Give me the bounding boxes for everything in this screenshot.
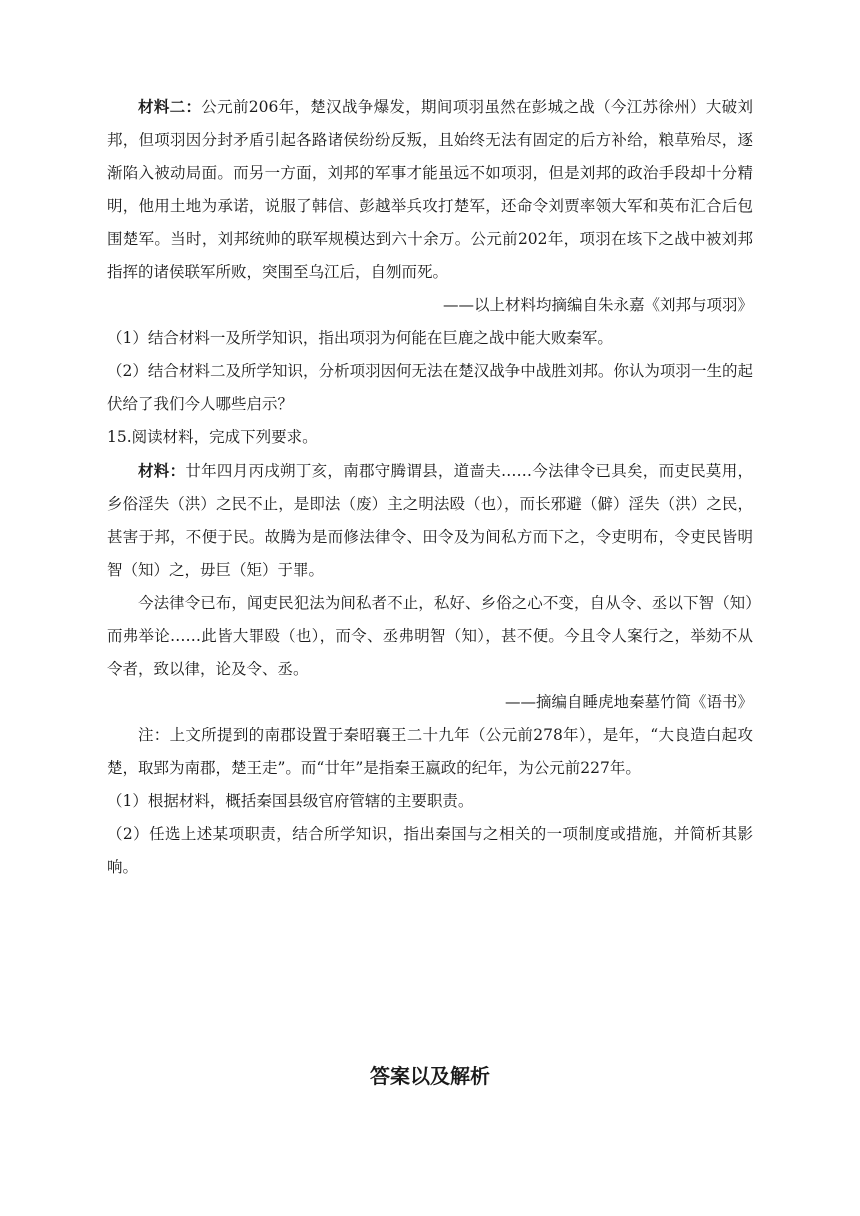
question-14-2: （2）结合材料二及所学知识，分析项羽因何无法在楚汉战争中战胜刘邦。你认为项羽一生的起伏给了我们今人哪些启示？ [107,362,753,413]
material-paragraph-1 [107,454,753,587]
answer-heading: 答案以及解析 [370,1064,490,1088]
note-paragraph: 注：上文所提到的南郡设置于秦昭襄王二十九年（公元前278年），是年，“大良造白起攻楚，取郢为南郡，楚王走”。而“廿年”是指秦王嬴政的纪年，为公元前227年。 [107,726,753,777]
material-2-paragraph [107,90,753,289]
material-label: 材料： [138,461,186,480]
question-15-1: （1）根据材料，概括秦国县级官府管辖的主要职责。 [107,792,474,810]
material-text-1: 廿年四月丙戌朔丁亥，南郡守腾谓县，道啬夫……今法律令已具矣，而吏民莫用，乡俗淫失（洪）之民不止，是即法（废）主之明法殴（也），而长邪避（僻）淫失（洪）之民，甚害于邦，不便于民。故腾为是而修法律令、田令及为间私方而下之，令吏明布，令吏民皆明智（知）之，毋巨（矩）于罪。 [107,462,753,579]
source-citation-1: ——以上材料均摘编自朱永嘉《刘邦与项羽》 [442,296,753,314]
material-paragraph-2: 今法律令已布，闻吏民犯法为间私者不止，私好、乡俗之心不变，自从令、丞以下智（知）而弗举论……此皆大罪殴（也），而令、丞弗明智（知），甚不便。今且令人案行之，举劾不从令者，致以律，论及令、丞。 [107,594,753,678]
document-body [107,90,753,884]
question-15-2: （2）任选上述某项职责，结合所学知识，指出秦国与之相关的一项制度或措施，并简析其影响。 [107,825,753,876]
question-14-1: （1）结合材料一及所学知识，指出项羽为何能在巨鹿之战中能大败秦军。 [107,329,613,347]
material-2-text: 公元前206年，楚汉战争爆发，期间项羽虽然在彭城之战（今江苏徐州）大破刘邦，但项羽因分封矛盾引起各路诸侯纷纷反叛，且始终无法有固定的后方补给，粮草殆尽，逐渐陷入被动局面。而另一方面，刘邦的军事才能虽远不如项羽，但是刘邦的政治手段却十分精明，他用土地为承诺，说服了韩信、彭越举兵攻打楚军，还命令刘贾率领大军和英布汇合后包围楚军。当时，刘邦统帅的联军规模达到六十余万。公元前202年，项羽在垓下之战中被刘邦指挥的诸侯联军所败，突围至乌江后，自刎而死。 [107,98,753,281]
material-2-label: 材料二： [138,97,202,116]
question-15-title: 15.阅读材料，完成下列要求。 [107,428,318,446]
source-citation-2: ——摘编自睡虎地秦墓竹简《语书》 [504,693,753,711]
